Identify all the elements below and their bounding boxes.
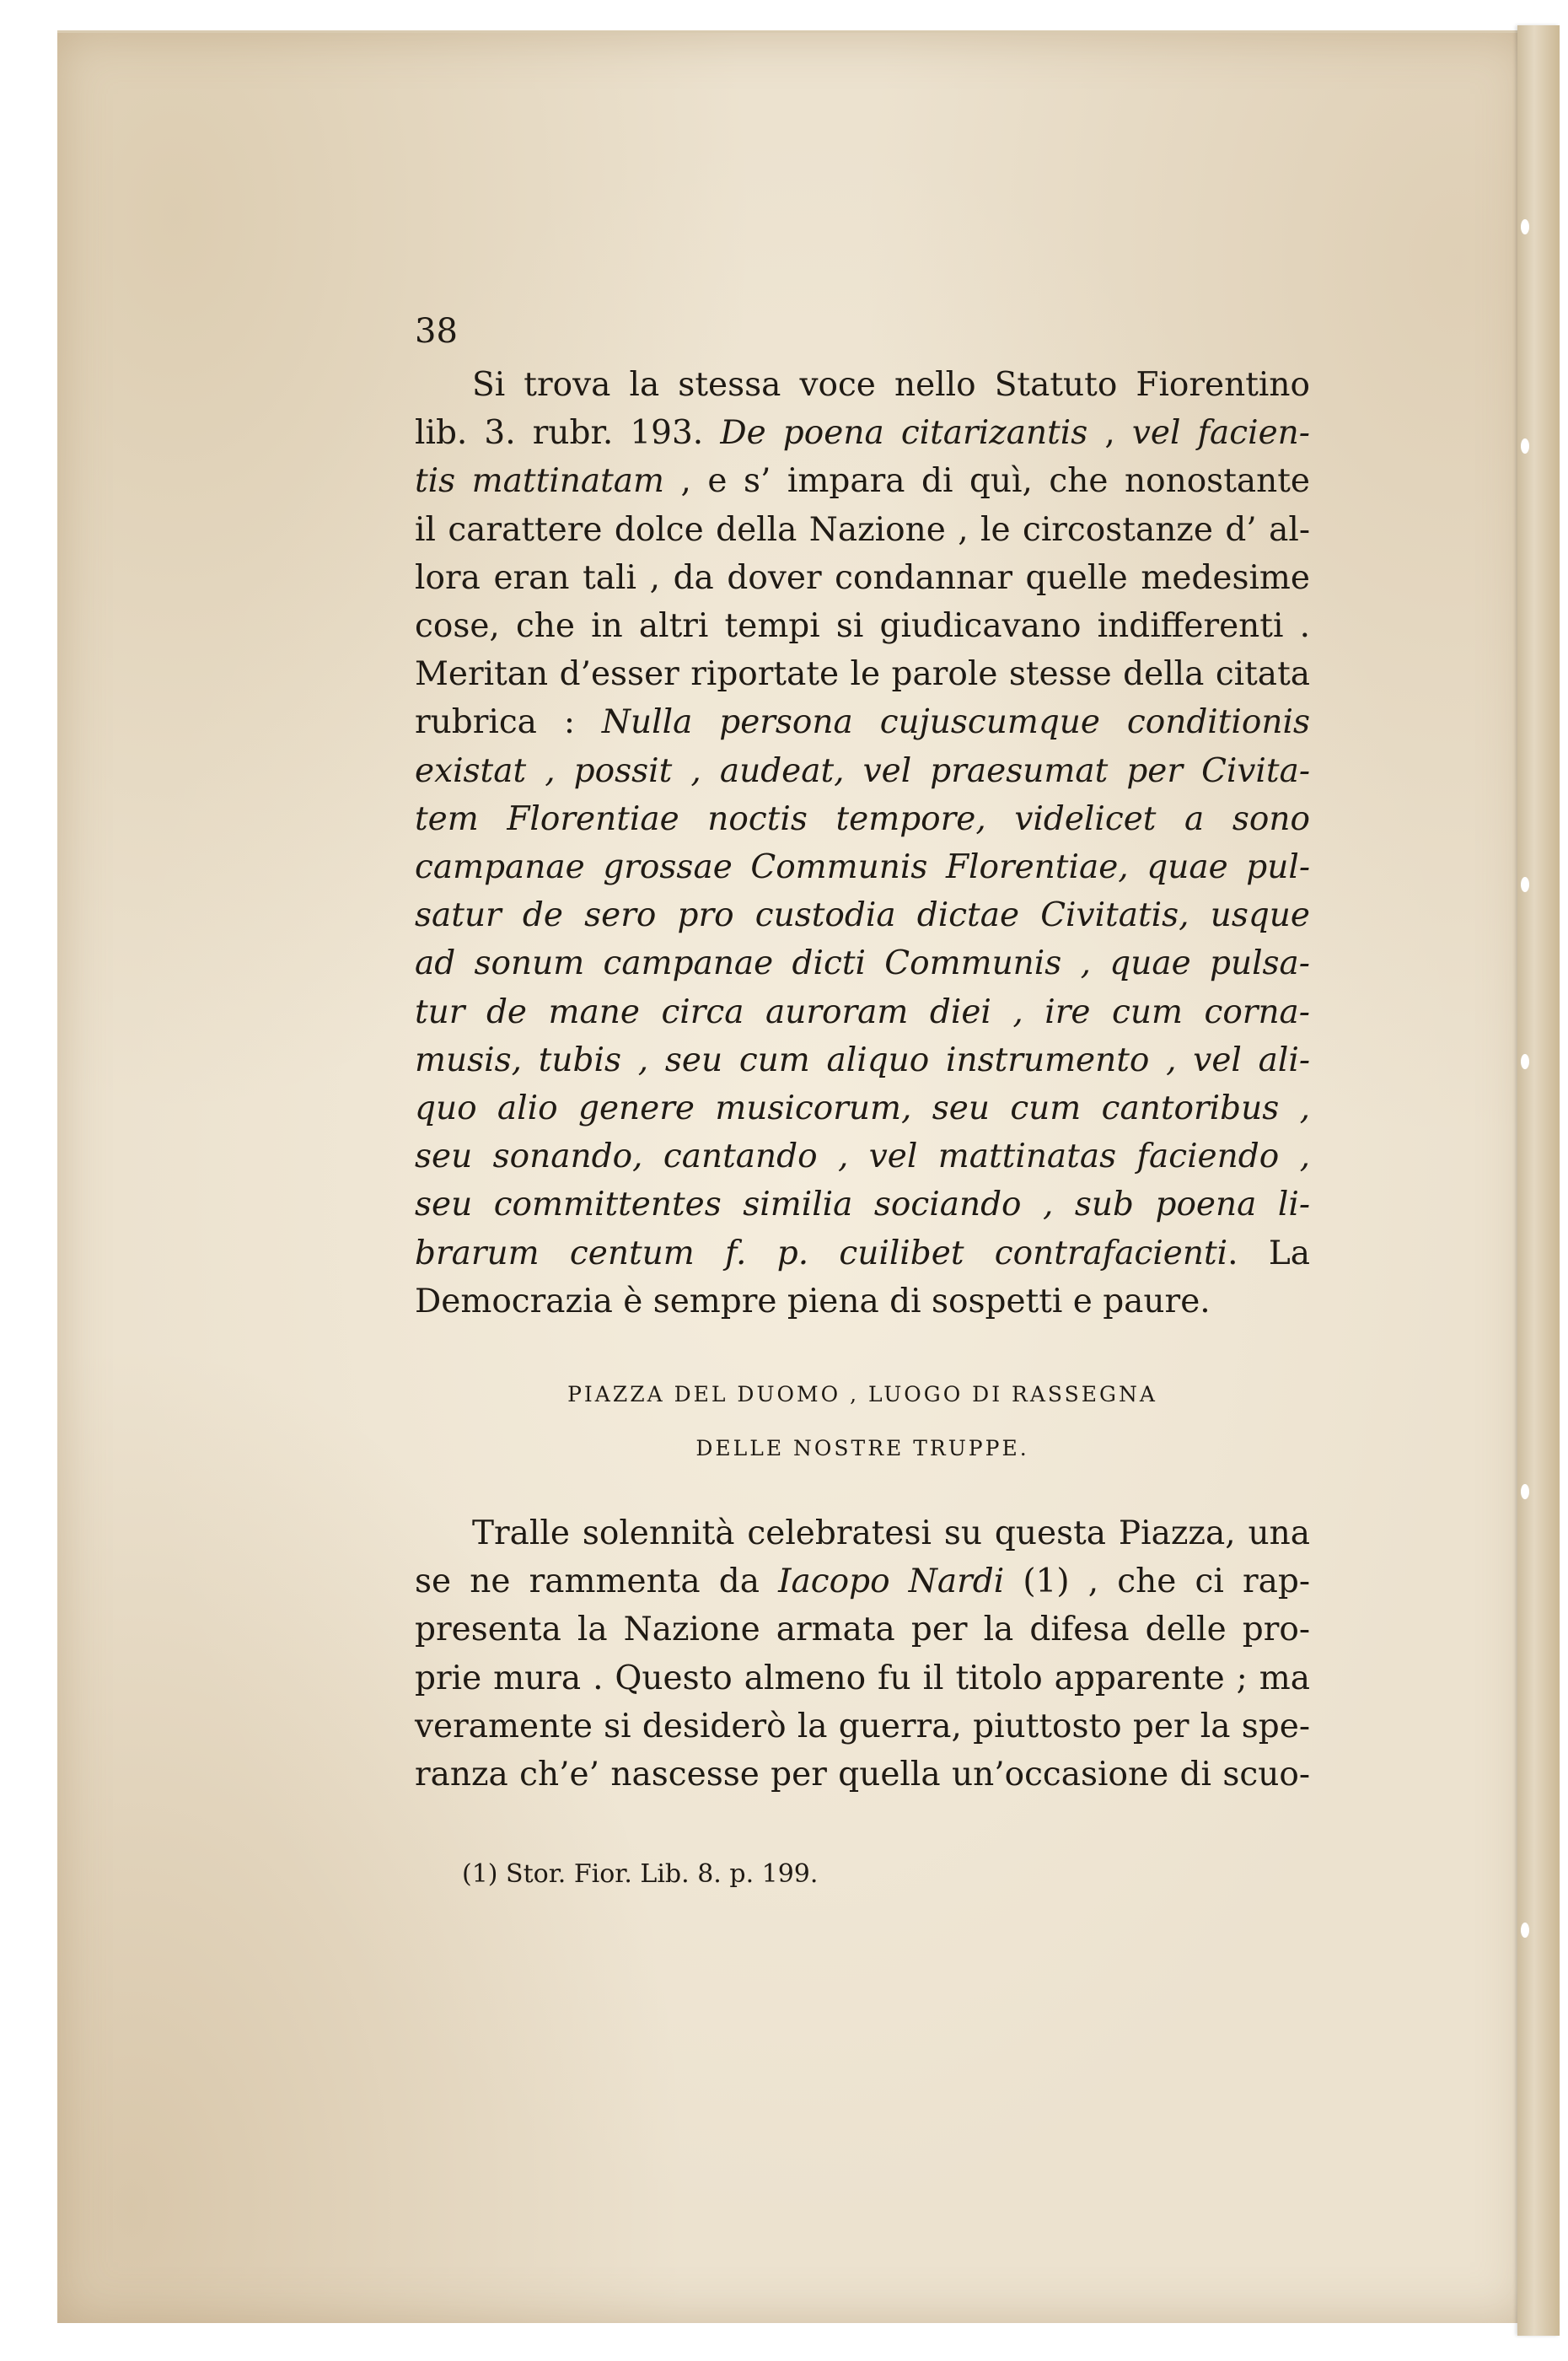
- text-line: [415, 1084, 1310, 1132]
- binding-hole: [1521, 1054, 1529, 1069]
- text-line: [415, 698, 1310, 746]
- text-line: [415, 1132, 1310, 1180]
- text-run: Tralle solennità celebratesi su questa Piazza, una: [472, 1514, 1310, 1552]
- text-run: se ne rammenta da: [415, 1562, 779, 1601]
- text-line: [415, 1277, 1310, 1326]
- section-heading-line-1: PIAZZA DEL DUOMO , LUOGO DI RASSEGNA: [567, 1382, 1157, 1406]
- text-line: [415, 1702, 1310, 1751]
- text-run: veramente si desiderò la guerra, piuttosto per la spe-: [415, 1707, 1310, 1745]
- text-run: il carattere dolce della Nazione , le circostanze d’ al-: [415, 510, 1310, 549]
- text-run: ranza ch’e’ nascesse per quella un’occasione di scuo-: [415, 1756, 1310, 1794]
- italic-text-run: seu committentes similia sociando , sub poena li-: [415, 1186, 1310, 1224]
- text-line: [415, 1036, 1310, 1084]
- text-run: lora eran tali , da dover condannar quelle medesime: [415, 558, 1310, 597]
- italic-text-run: tur de mane circa auroram diei , ire cum corna-: [415, 992, 1310, 1031]
- binding-hole: [1521, 219, 1529, 234]
- paragraph-piazza: [415, 1509, 1310, 1799]
- binding-hole: [1521, 438, 1529, 454]
- text-line: [415, 554, 1310, 602]
- text-line: [415, 795, 1310, 843]
- text-run: cose, che in altri tempi si giudicavano indifferenti .: [415, 607, 1310, 646]
- italic-text-run: campanae grossae Communis Florentiae, quae pul-: [415, 848, 1310, 887]
- text-line: [415, 1229, 1310, 1277]
- text-line: [415, 409, 1310, 457]
- binding-hole: [1521, 1923, 1529, 1938]
- text-line: [415, 650, 1310, 698]
- text-line: [415, 361, 1310, 409]
- footnote: (1) Stor. Fior. Lib. 8. p. 199.: [462, 1859, 819, 1889]
- next-page-edge: [1517, 25, 1560, 2336]
- text-line: [415, 457, 1310, 505]
- page-number: 38: [415, 312, 458, 351]
- section-heading: [415, 1368, 1310, 1476]
- text-run: lib. 3. rubr. 193.: [415, 414, 721, 453]
- italic-text-run: quo alio genere musicorum, seu cum cantoribus ,: [415, 1089, 1310, 1128]
- italic-text-run: tis mattinatam: [415, 462, 664, 501]
- text-run: ,: [1087, 414, 1132, 453]
- italic-text-run: brarum centum f. p. cuilibet contrafacienti: [415, 1234, 1228, 1272]
- text-run: Si trova la stessa voce nello Statuto Fiorentino: [472, 366, 1310, 404]
- italic-text-run: vel facien-: [1131, 414, 1310, 453]
- paragraph-lines: [415, 361, 1310, 1326]
- text-line: [415, 1751, 1310, 1799]
- text-line: [415, 1654, 1310, 1702]
- text-line: [415, 939, 1310, 987]
- text-line: [415, 747, 1310, 795]
- italic-text-run: existat , possit , audeat, vel praesumat per Civita-: [415, 751, 1310, 790]
- italic-text-run: De poena citarizantis: [720, 414, 1088, 453]
- text-run: rubrica :: [415, 703, 602, 742]
- text-line: [415, 1180, 1310, 1229]
- text-run: presenta la Nazione armata per la difesa delle pro-: [415, 1611, 1310, 1649]
- text-run: Meritan d’esser riportate le parole stesse della citata: [415, 655, 1310, 694]
- text-line: [415, 843, 1310, 891]
- italic-text-run: tem Florentiae noctis tempore, videlicet a sono: [415, 799, 1310, 838]
- text-line: [415, 988, 1310, 1036]
- binding-hole: [1521, 1484, 1529, 1499]
- text-line: [415, 1605, 1310, 1654]
- italic-text-run: musis, tubis , seu cum aliquo instrumento , vel ali-: [415, 1041, 1310, 1079]
- section-heading-line-2: DELLE NOSTRE TRUPPE.: [695, 1436, 1029, 1460]
- text-run: , e s’ impara di quì, che nonostante: [664, 462, 1310, 501]
- text-run: (1) , che ci rap-: [1004, 1562, 1310, 1601]
- text-line: [415, 1509, 1310, 1557]
- text-run: Democrazia è sempre piena di sospetti e paure.: [415, 1282, 1211, 1320]
- italic-text-run: Nulla persona cujuscumque conditionis: [601, 703, 1310, 742]
- text-line: [415, 506, 1310, 554]
- text-run: . La: [1227, 1234, 1310, 1272]
- paragraph-lines: [415, 1509, 1310, 1799]
- italic-text-run: ad sonum campanae dicti Communis , quae pulsa-: [415, 944, 1310, 983]
- text-line: [415, 891, 1310, 939]
- italic-text-run: Iacopo Nardi: [778, 1562, 1005, 1601]
- binding-hole: [1521, 877, 1529, 892]
- text-line: [415, 602, 1310, 650]
- italic-text-run: seu sonando, cantando , vel mattinatas faciendo ,: [415, 1137, 1310, 1176]
- text-line: [415, 1557, 1310, 1605]
- italic-text-run: satur de sero pro custodia dictae Civitatis, usque: [415, 896, 1310, 935]
- text-run: prie mura . Questo almeno fu il titolo apparente ; ma: [415, 1659, 1310, 1697]
- paragraph-statuto: [415, 361, 1310, 1326]
